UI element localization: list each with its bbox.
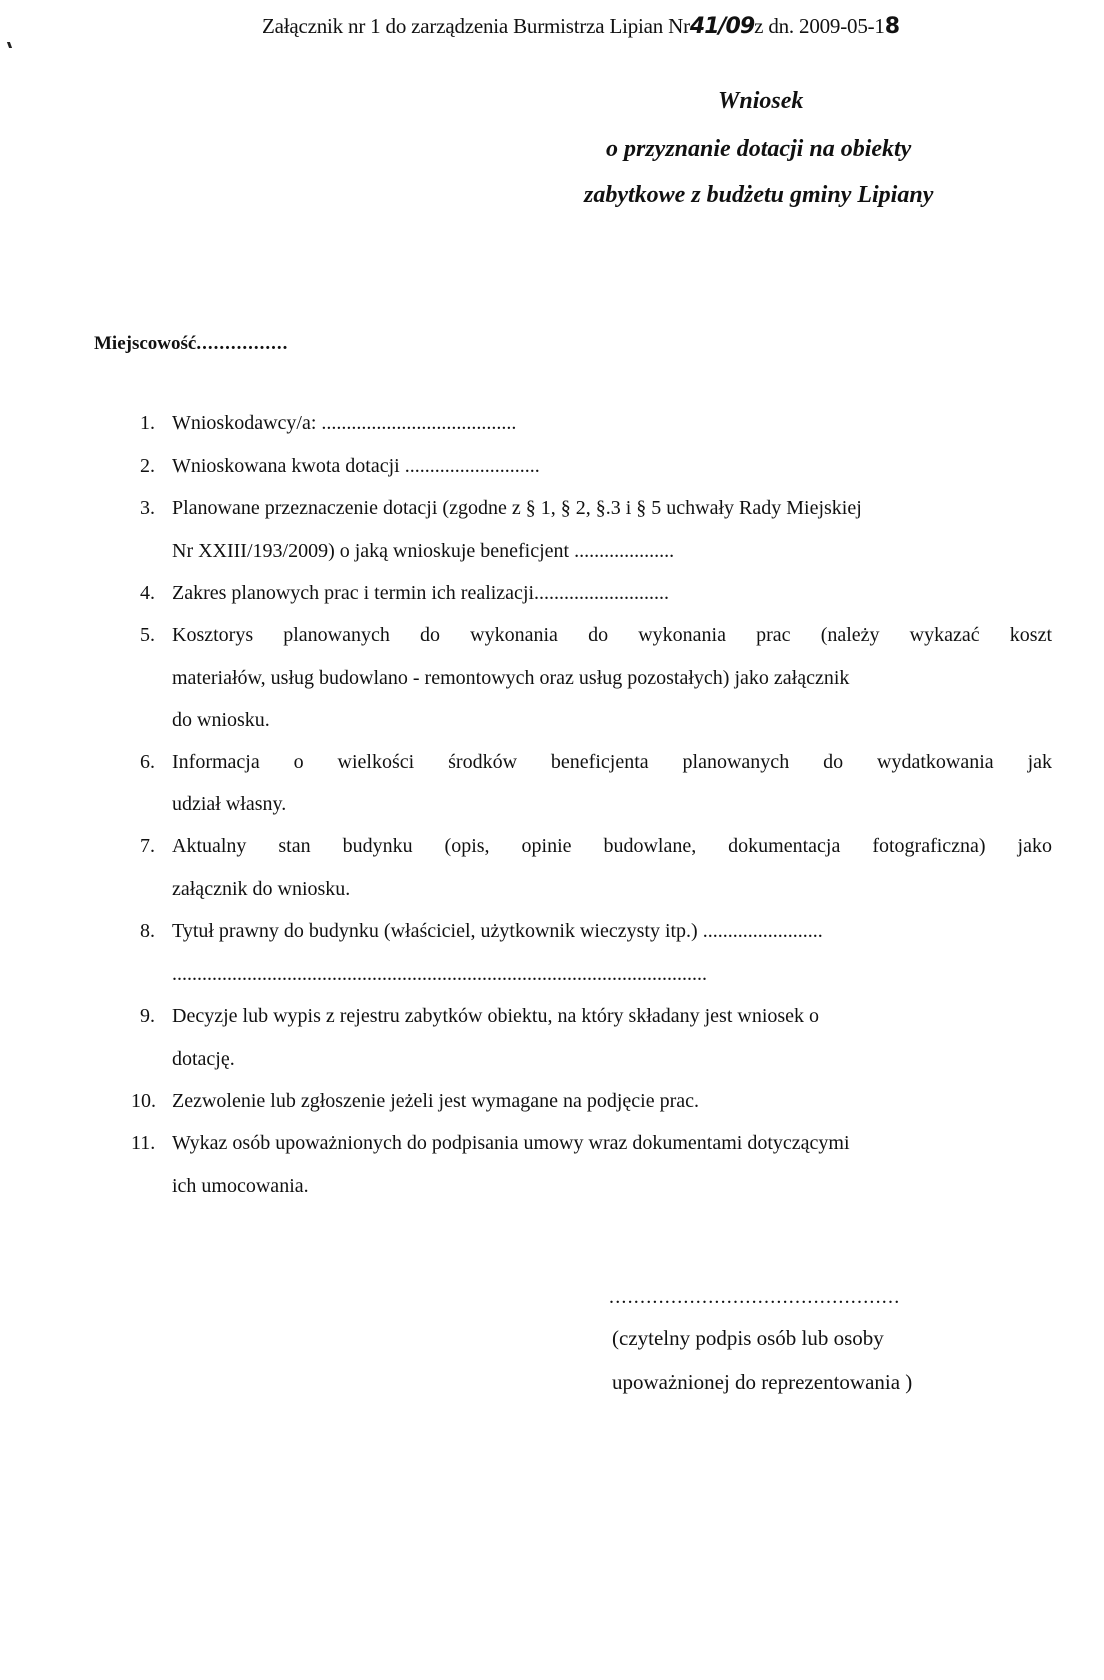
list-item-text: Tytuł prawny do budynku (właściciel, użytkownik wieczysty itp.) ........................ [172,920,823,942]
list-item-text: do wniosku. [172,709,270,731]
list-item-text: Wnioskowana kwota dotacji ........................... [172,455,540,477]
list-item-text: dotację. [172,1048,235,1070]
list-item-number: 3. [140,497,155,519]
list-item-text: Decyzje lub wypis z rejestru zabytków obiektu, na który składany jest wniosek o [172,1005,820,1027]
list-item-text: Wnioskodawcy/a: ....................................... [172,412,517,434]
list-item-text: załącznik do wniosku. [172,878,351,900]
list-item-number: 9. [140,1005,155,1027]
signature-caption-line-2: upoważnionej do reprezentowania ) [612,1370,913,1394]
list-item-text: ........................................................................................................... [172,963,707,985]
list-item-number: 6. [140,751,155,773]
list-item-number: 5. [140,624,155,646]
list-item-text: materiałów, usług budowlano - remontowych oraz usług pozostałych) jako załącznik [172,667,850,689]
document-header [262,14,899,39]
list-item-text: ich umocowania. [172,1175,309,1197]
list-item-text: Planowane przeznaczenie dotacji (zgodne z § 1, § 2, §.3 i § 5 uchwały Rady Miejskiej [172,497,862,519]
handwritten-day: 8 [884,14,900,39]
scan-speck [7,42,12,48]
place-label: Miejscowość [94,333,197,354]
handwritten-number: 41/09 [689,14,755,39]
list-item-text: Informacja o wielkości środków beneficjenta planowanych do wydatkowania jak [172,751,1052,773]
list-item-text: Wykaz osób upoważnionych do podpisania umowy wraz dokumentami dotyczącymi [172,1132,850,1154]
header-date: z dn. 2009-05-1 [754,14,885,38]
list-item-text: Aktualny stan budynku (opis, opinie budowlane, dokumentacja fotograficzna) jako [172,835,1052,857]
list-item-text: Nr XXIII/193/2009) o jaką wnioskuje beneficjent .................... [172,540,675,562]
title-line-3: zabytkowe z budżetu gminy Lipiany [584,182,934,208]
list-item-text: udział własny. [172,793,287,815]
signature-blank[interactable]: ............................................... [609,1286,901,1308]
list-item-number: 2. [140,455,155,477]
list-item-text: Zakres planowych prac i termin ich realizacji........................... [172,582,670,604]
title-line-2: o przyznanie dotacji na obiekty [606,136,912,162]
place-blank[interactable]: ................ [196,333,289,354]
list-item-number: 7. [140,835,155,857]
list-item-text: Zezwolenie lub zgłoszenie jeżeli jest wymagane na podjęcie prac. [172,1090,699,1112]
list-item-number: 8. [140,920,155,942]
header-prefix: Załącznik nr 1 do zarządzenia Burmistrza Lipian Nr [262,14,690,38]
list-item-number: 4. [140,582,155,604]
list-item-text: Kosztorys planowanych do wykonania do wykonania prac (należy wykazać koszt [172,624,1052,646]
list-item-number: 11. [131,1132,156,1154]
signature-caption-line-1: (czytelny podpis osób lub osoby [612,1326,884,1350]
list-item-number: 10. [131,1090,156,1112]
place-field [94,333,288,355]
title-line-1: Wniosek [718,88,804,114]
list-item-number: 1. [140,412,155,434]
